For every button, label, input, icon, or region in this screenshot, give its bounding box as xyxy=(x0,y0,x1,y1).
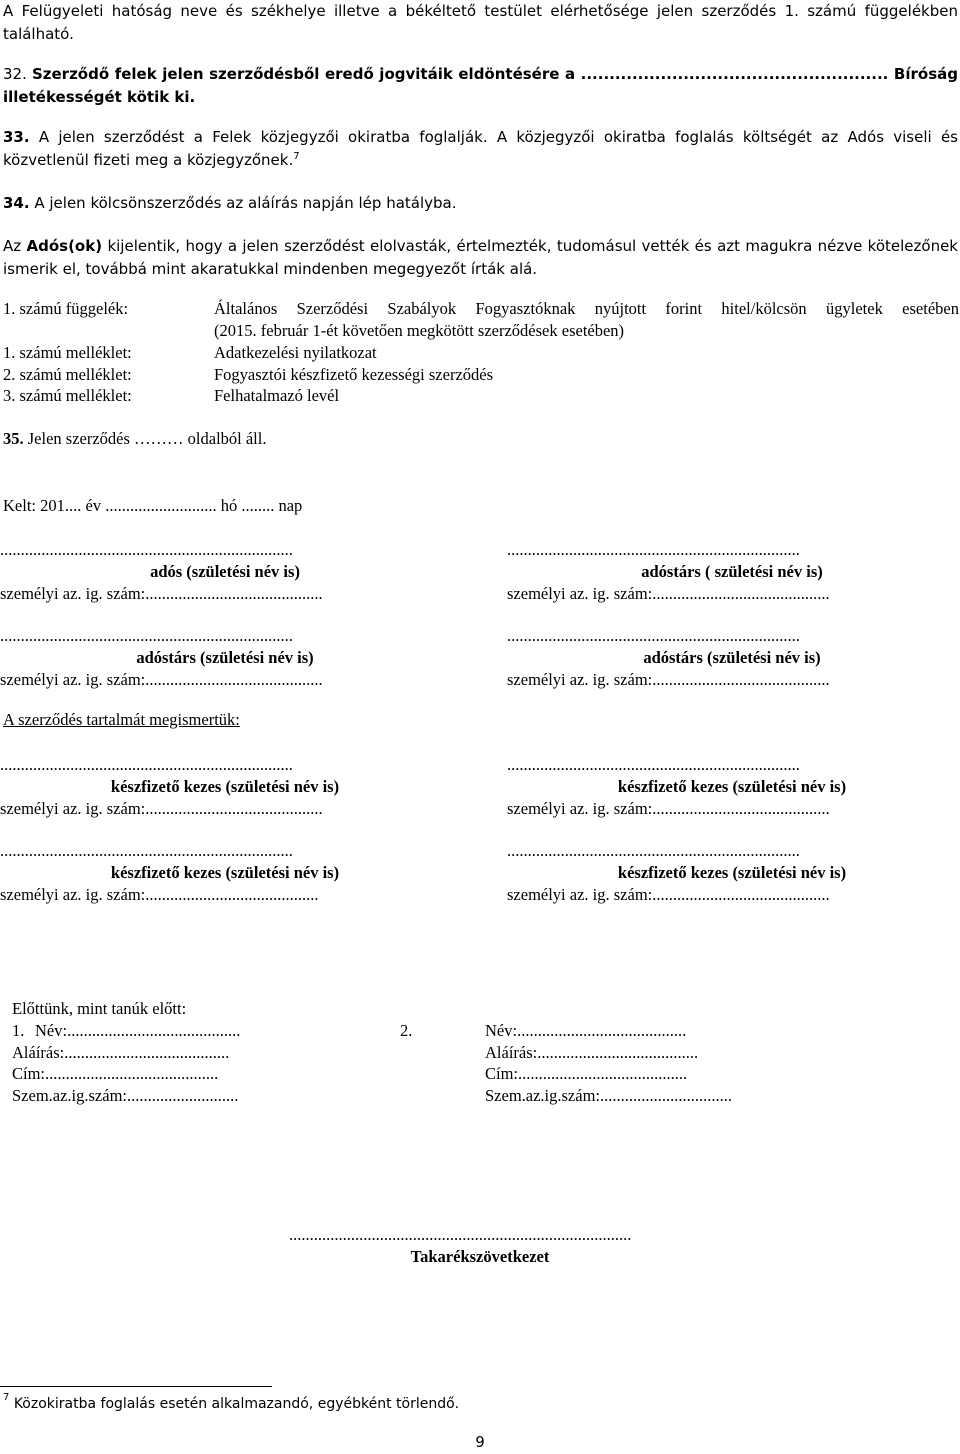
annex-label: 1. számú melléklet: xyxy=(3,343,132,362)
paragraph-line: A Felügyeleti hatóság neve és székhelye illetve a békéltető testület elérhetősége jelen szerződés 1. számú függelékben xyxy=(3,2,958,20)
footnote-text: Közokiratba foglalás esetén alkalmazandó, egyébként törlendő. xyxy=(13,1396,460,1412)
footnote-number: 7 xyxy=(3,1392,10,1403)
section-text: Jelen szerződés ……… oldalból áll. xyxy=(27,429,267,448)
witness-number: 2. xyxy=(400,1021,413,1040)
signature-caption: készfizető kezes (születési név is) xyxy=(617,777,847,796)
annex-label: 1. számú függelék: xyxy=(3,299,129,318)
id-number-line: személyi az. ig. szám:........................................... xyxy=(507,799,830,818)
paragraph-line: található. xyxy=(3,25,74,43)
annex-text: Felhatalmazó levél xyxy=(214,386,340,405)
signature-block-guarantor-2 xyxy=(507,754,957,820)
footnote xyxy=(3,1392,460,1412)
section-number: 34. xyxy=(3,194,30,212)
signature-line: ....................................................................... xyxy=(0,540,293,559)
signature-block-guarantor-3 xyxy=(0,840,450,906)
id-number-line: személyi az. ig. szám:........................................... xyxy=(507,885,830,904)
signature-block-codebtor-1 xyxy=(507,539,957,605)
id-number-line: személyi az. ig. szám:........................................... xyxy=(0,670,323,689)
signature-caption: készfizető kezes (születési név is) xyxy=(617,863,847,882)
annex-label: 3. számú melléklet: xyxy=(3,386,132,405)
witness-address-line: Cím:.......................................... xyxy=(12,1064,219,1083)
section-34 xyxy=(3,192,958,215)
annex-text: Általános Szerződési Szabályok Fogyasztóknak nyújtott forint hitel/kölcsön ügyletek esetében xyxy=(214,299,959,318)
section-32 xyxy=(3,63,958,109)
id-number-line: személyi az. ig. szám:........................................... xyxy=(507,584,830,603)
witness-signature-line: Aláírás:....................................... xyxy=(485,1043,699,1062)
annex-label: 2. számú melléklet: xyxy=(3,365,132,384)
paragraph-line xyxy=(3,126,958,149)
annex-text: Adatkezelési nyilatkozat xyxy=(214,343,377,362)
section-35 xyxy=(3,429,266,449)
signature-line: ....................................................................... xyxy=(507,540,800,559)
section-number: 33. xyxy=(3,128,30,146)
paragraph-line xyxy=(3,149,958,172)
section-text: A jelen szerződést a Felek közjegyzői okiratba foglalják. A közjegyzői okiratba foglalás költségét az Adós viseli és xyxy=(38,128,958,146)
signature-line: ................................................................................... xyxy=(289,1225,632,1244)
date-line: Kelt: 201.... év ........................... hó ........ nap xyxy=(3,496,303,515)
signature-caption: adós (születési név is) xyxy=(150,562,300,581)
section-text: illetékességét kötik ki. xyxy=(3,88,196,106)
signature-line: ....................................................................... xyxy=(507,626,800,645)
paragraph-line: Az Adós(ok) kijelentik, hogy a jelen szerződést elolvasták, értelmezték, tudomásul vették és azt magukra nézve kötelezőnek xyxy=(3,237,958,255)
annex-text: Fogyasztói készfizető kezességi szerződés xyxy=(214,365,494,384)
section-number: 32. xyxy=(3,65,27,83)
section-text: közvetlenül fizeti meg a közjegyzőnek. xyxy=(3,151,294,169)
signature-line: ....................................................................... xyxy=(0,755,293,774)
id-number-line: személyi az. ig. szám:........................................... xyxy=(507,670,830,689)
signature-caption: adóstárs ( születési név is) xyxy=(641,562,823,581)
id-number-line: személyi az. ig. szám:........................................... xyxy=(0,584,323,603)
supervisory-authority-paragraph xyxy=(3,0,958,46)
signature-caption: készfizető kezes (születési név is) xyxy=(110,777,340,796)
signature-caption: adóstárs (születési név is) xyxy=(136,648,314,667)
signature-line: ....................................................................... xyxy=(507,841,800,860)
signature-caption: adóstárs (születési név is) xyxy=(643,648,821,667)
section-33 xyxy=(3,126,958,172)
witness-number: 1. xyxy=(12,1021,25,1040)
witness-name-line: Név:......................................... xyxy=(485,1021,687,1040)
witness-signature-line: Aláírás:........................................ xyxy=(12,1043,230,1062)
annex-text: (2015. február 1-ét követően megkötött szerződések esetében) xyxy=(214,321,625,340)
footnote-separator xyxy=(0,1386,272,1387)
page-number: 9 xyxy=(475,1433,485,1451)
signature-block-debtor xyxy=(0,539,450,605)
footnote-reference: 7 xyxy=(293,151,300,162)
witness-id-line: Szem.az.ig.szám:........................... xyxy=(12,1086,239,1105)
debtor-label: Adós(ok) xyxy=(26,237,103,255)
paragraph-line xyxy=(3,63,958,86)
signature-line: ....................................................................... xyxy=(507,755,800,774)
paragraph-line: ismerik el, továbbá mint akaratukkal mindenben megegyezőt írták alá. xyxy=(3,260,538,278)
section-text: A jelen kölcsönszerződés az aláírás napján lép hatályba. xyxy=(34,194,457,212)
witness-heading: Előttünk, mint tanúk előtt: xyxy=(12,999,187,1018)
signature-line: ....................................................................... xyxy=(0,626,293,645)
acknowledgement-heading: A szerződés tartalmát megismertük: xyxy=(3,710,240,729)
signature-block-guarantor-1 xyxy=(0,754,450,820)
witness-name-line: Név:.......................................... xyxy=(35,1021,241,1040)
signature-block-codebtor-3 xyxy=(507,625,957,691)
witness-id-line: Szem.az.ig.szám:................................ xyxy=(485,1086,733,1105)
id-number-line: személyi az. ig. szám:.......................................... xyxy=(0,885,319,904)
signature-block-codebtor-2 xyxy=(0,625,450,691)
bank-name: Takarékszövetkezet xyxy=(410,1247,550,1266)
signature-block-guarantor-4 xyxy=(507,840,957,906)
signature-line: ....................................................................... xyxy=(0,841,293,860)
id-number-line: személyi az. ig. szám:........................................... xyxy=(0,799,323,818)
section-number: 35. xyxy=(3,429,24,448)
witness-address-line: Cím:......................................... xyxy=(485,1064,688,1083)
signature-caption: készfizető kezes (születési név is) xyxy=(110,863,340,882)
declaration-paragraph xyxy=(3,235,958,281)
section-text: Szerződő felek jelen szerződésből eredő jogvitáik eldöntésére a ...................................................... Bíróság xyxy=(31,65,958,83)
